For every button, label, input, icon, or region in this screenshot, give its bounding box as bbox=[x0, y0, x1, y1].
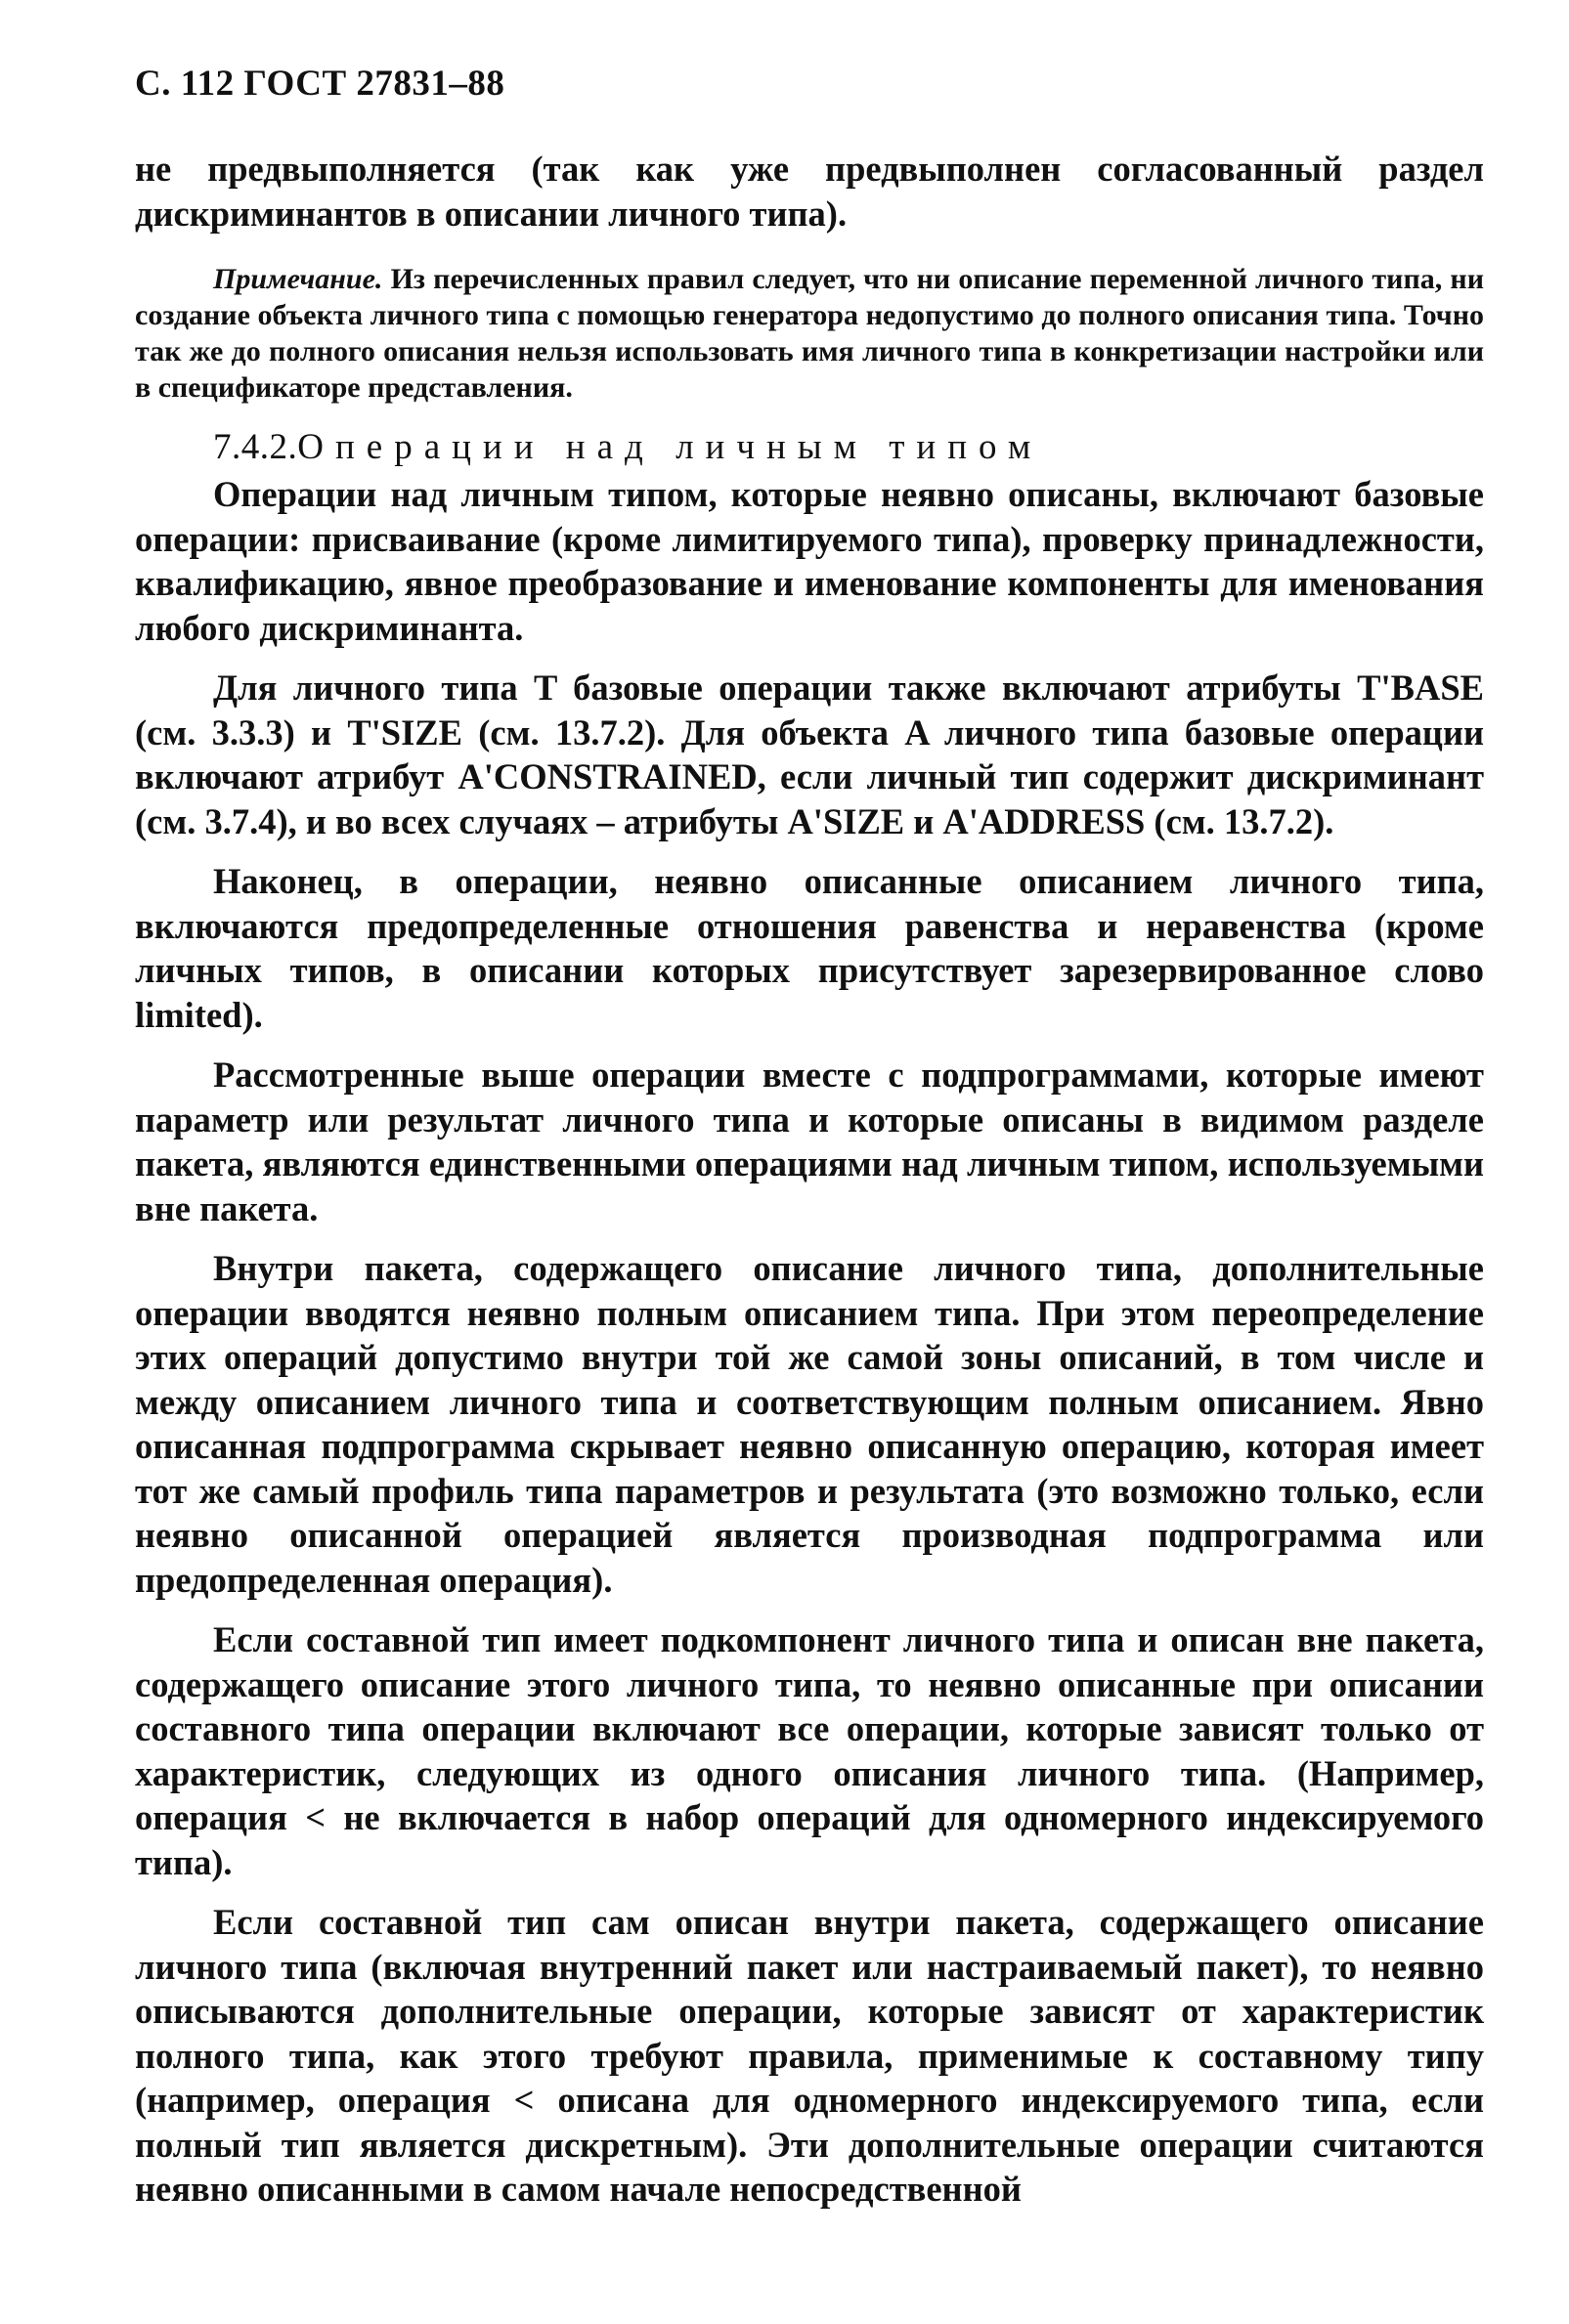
paragraph-continuation: не предвыполняется (так как уже предвыполнен согласованный раздел дискриминантов в описании личного типа). bbox=[135, 149, 1484, 234]
document-page bbox=[135, 0, 1484, 2324]
paragraph: Наконец, в операции, неявно описанные описанием личного типа, включаются предопределенные отношения равенства и неравенства (кроме личных типов, в описании которых присутствует зарезервированное слово limited). bbox=[135, 861, 1484, 1035]
paragraph: Операции над личным типом, которые неявно описаны, включают базовые операции: присваивание (кроме лимитируемого типа), проверку принадлежности, квалификацию, явное преобразование и именование компоненты для именования любого дискриминанта. bbox=[135, 474, 1484, 648]
paragraph: Если составной тип имеет подкомпонент личного типа и описан вне пакета, содержащего описание этого личного типа, то неявно описанные при описании составного типа операции включают все операции, которые зависят только от характеристик, следующих из одного описания личного типа. (Например, операция < не включается в набор операций для одномерного индексируемого типа). bbox=[135, 1619, 1484, 1882]
section-number: 7.4.2. bbox=[213, 427, 298, 467]
section-heading bbox=[135, 425, 1484, 470]
paragraph: Внутри пакета, содержащего описание личного типа, дополнительные операции вводятся неявно полным описанием типа. При этом переопределение этих операций допустимо внутри той же самой зоны описаний, в том числе и между описанием личного типа и соответствующим полным описанием. Явно описанная подпрограмма скрывает неявно описанную операцию, которая имеет тот же самый профиль типа параметров и результата (это возможно только, если неявно описанной операцией является производная подпрограмма или предопределенная операция). bbox=[135, 1248, 1484, 1600]
paragraph: Рассмотренные выше операции вместе с подпрограммами, которые имеют параметр или результат личного типа и которые описаны в видимом разделе пакета, являются единственными операциями над личным типом, используемыми вне пакета. bbox=[135, 1054, 1484, 1228]
note bbox=[135, 261, 1484, 406]
note-label: Примечание. bbox=[213, 263, 383, 295]
paragraph: Если составной тип сам описан внутри пакета, содержащего описание личного типа (включая внутренний пакет или настраиваемый пакет), то неявно описываются дополнительные операции, которые зависят от характеристик полного типа, как этого требуют правила, применимые к составному типу (например, операция < описана для одномерного индексируемого типа, если полный тип является дискретным). Эти дополнительные операции считаются неявно описанными в самом начале непосредственной bbox=[135, 1902, 1484, 2209]
section-title: Операции над личным типом bbox=[297, 427, 1043, 467]
running-header: С. 112 ГОСТ 27831–88 bbox=[135, 64, 505, 104]
paragraph: Для личного типа T базовые операции также включают атрибуты T'BASE (см. 3.3.3) и T'SIZE (см. 13.7.2). Для объекта A личного типа базовые операции включают атрибут A'CONSTRAINED, если личный тип содержит дискриминант (см. 3.7.4), и во всех случаях – атрибуты A'SIZE и A'ADDRESS (см. 13.7.2). bbox=[135, 667, 1484, 841]
note-text: Из перечисленных правил следует, что ни описание переменной личного типа, ни создание объекта личного типа с помощью генератора недопустимо до полного описания типа. Точно так же до полного описания нельзя использовать имя личного типа в конкретизации настройки или в спецификаторе представления. bbox=[135, 263, 1484, 404]
body-text bbox=[135, 147, 1484, 2227]
